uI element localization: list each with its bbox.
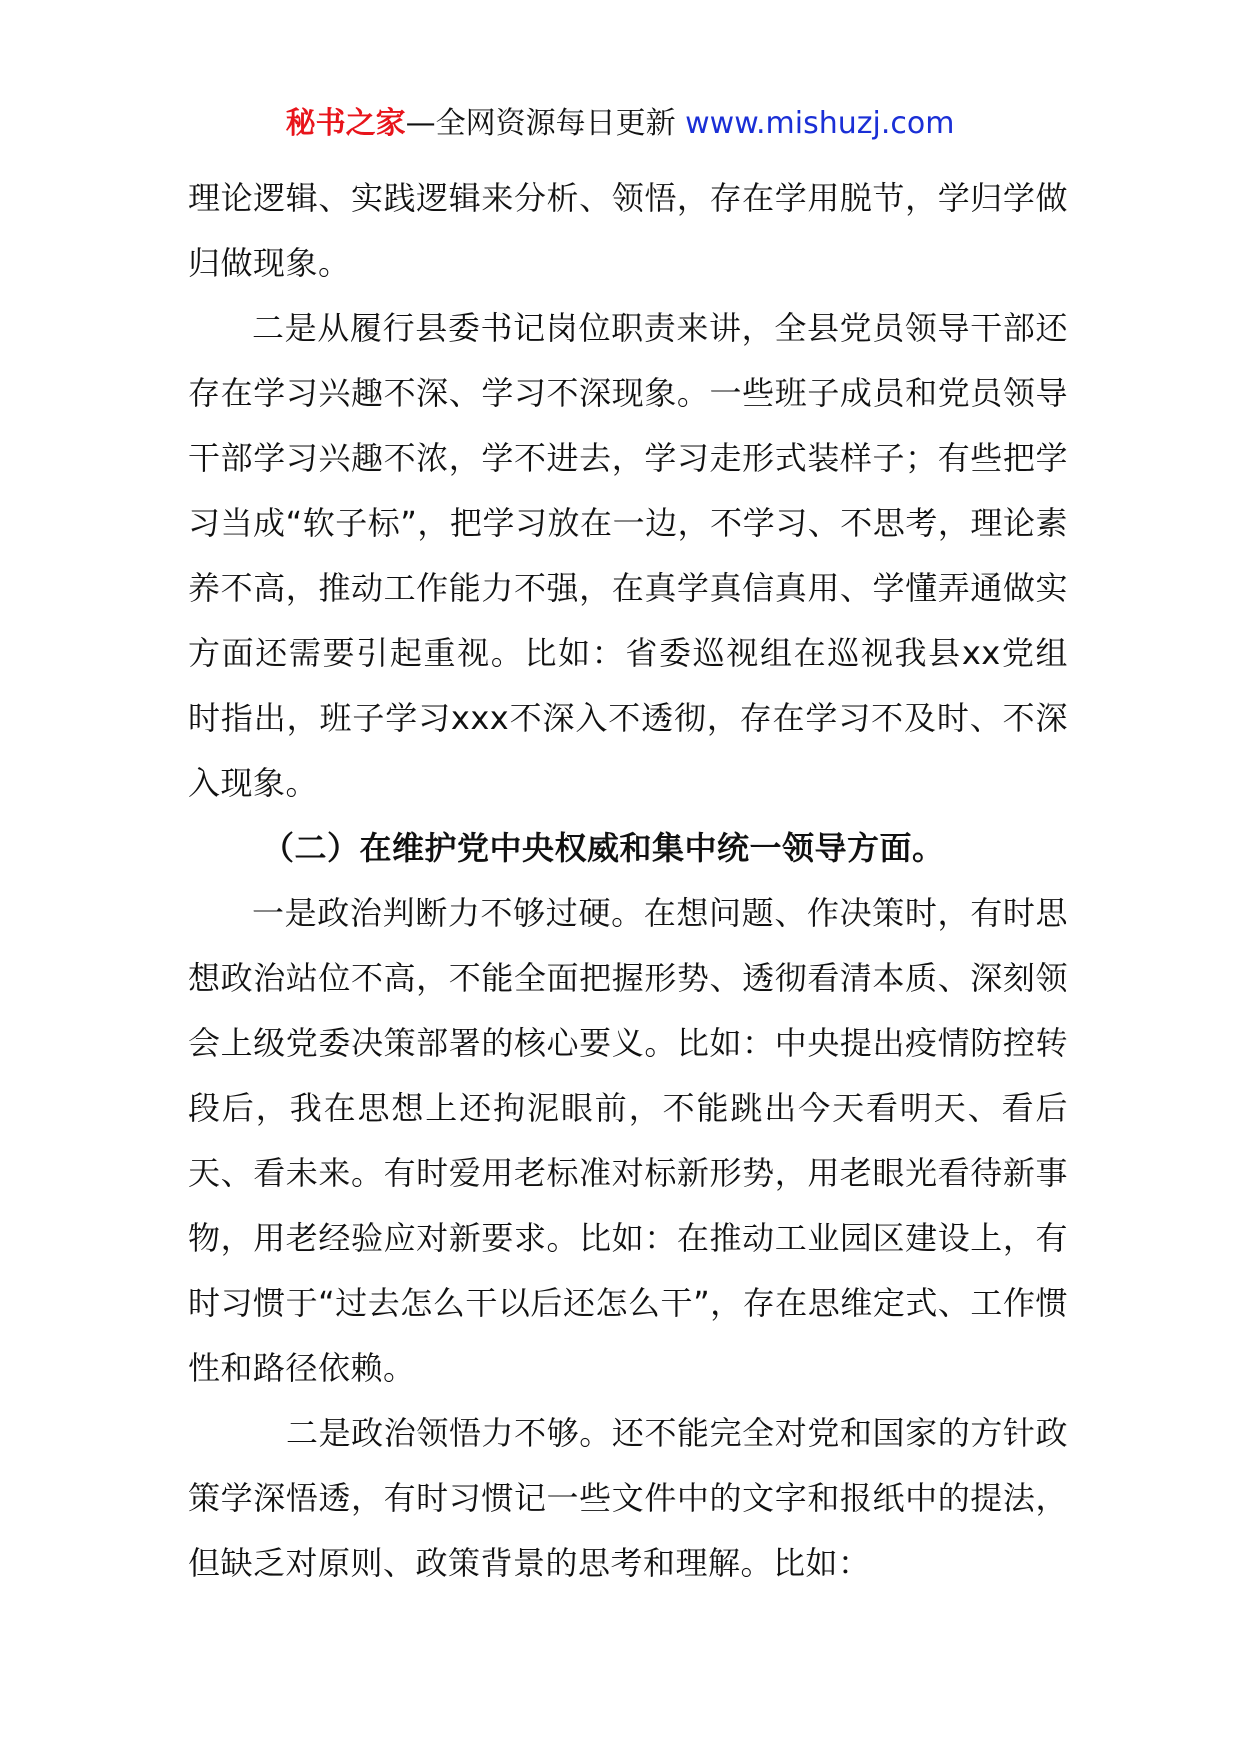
paragraph-political-judgment: 一是政治判断力不够过硬。在想问题、作决策时，有时思想政治站位不高，不能全面把握形势、透彻看清本质、深刻领会上级党委决策部署的核心要义。比如：中央提出疫情防控转段后，我在思想上还拘泥眼前，不能跳出今天看明天、看后天、看未来。有时爱用老标准对标新形势，用老眼光看待新事物，用老经验应对新要求。比如：在推动工业园区建设上，有时习惯于“过去怎么干以后还怎么干”，存在思维定式、工作惯性和路径依赖。: [188, 894, 1068, 1387]
header-tagline: —全网资源每日更新: [405, 106, 676, 141]
page-header: [0, 104, 1240, 144]
document-body: [188, 166, 1068, 1596]
header-url-link[interactable]: www.mishuzj.com: [685, 106, 955, 141]
paragraph-political-understanding: 二是政治领悟力不够。还不能完全对党和国家的方针政策学深悟透，有时习惯记一些文件中的文字和报纸中的提法，但缺乏对原则、政策背景的思考和理解。比如：: [188, 1414, 1068, 1582]
header-brand: 秘书之家: [285, 106, 406, 141]
paragraph-study-interest: 二是从履行县委书记岗位职责来讲，全县党员领导干部还存在学习兴趣不深、学习不深现象。一些班子成员和党员领导干部学习兴趣不浓，学不进去，学习走形式装样子；有些把学习当成“软子标”，把学习放在一边，不学习、不思考，理论素养不高，推动工作能力不强，在真学真信真用、学懂弄通做实方面还需要引起重视。比如：省委巡视组在巡视我县xx党组时指出，班子学习xxx不深入不透彻，存在学习不及时、不深入现象。: [188, 309, 1068, 802]
section-heading-2: （二）在维护党中央权威和集中统一领导方面。: [262, 829, 945, 867]
paragraph-continuation: 理论逻辑、实践逻辑来分析、领悟，存在学用脱节，学归学做归做现象。: [188, 179, 1068, 282]
